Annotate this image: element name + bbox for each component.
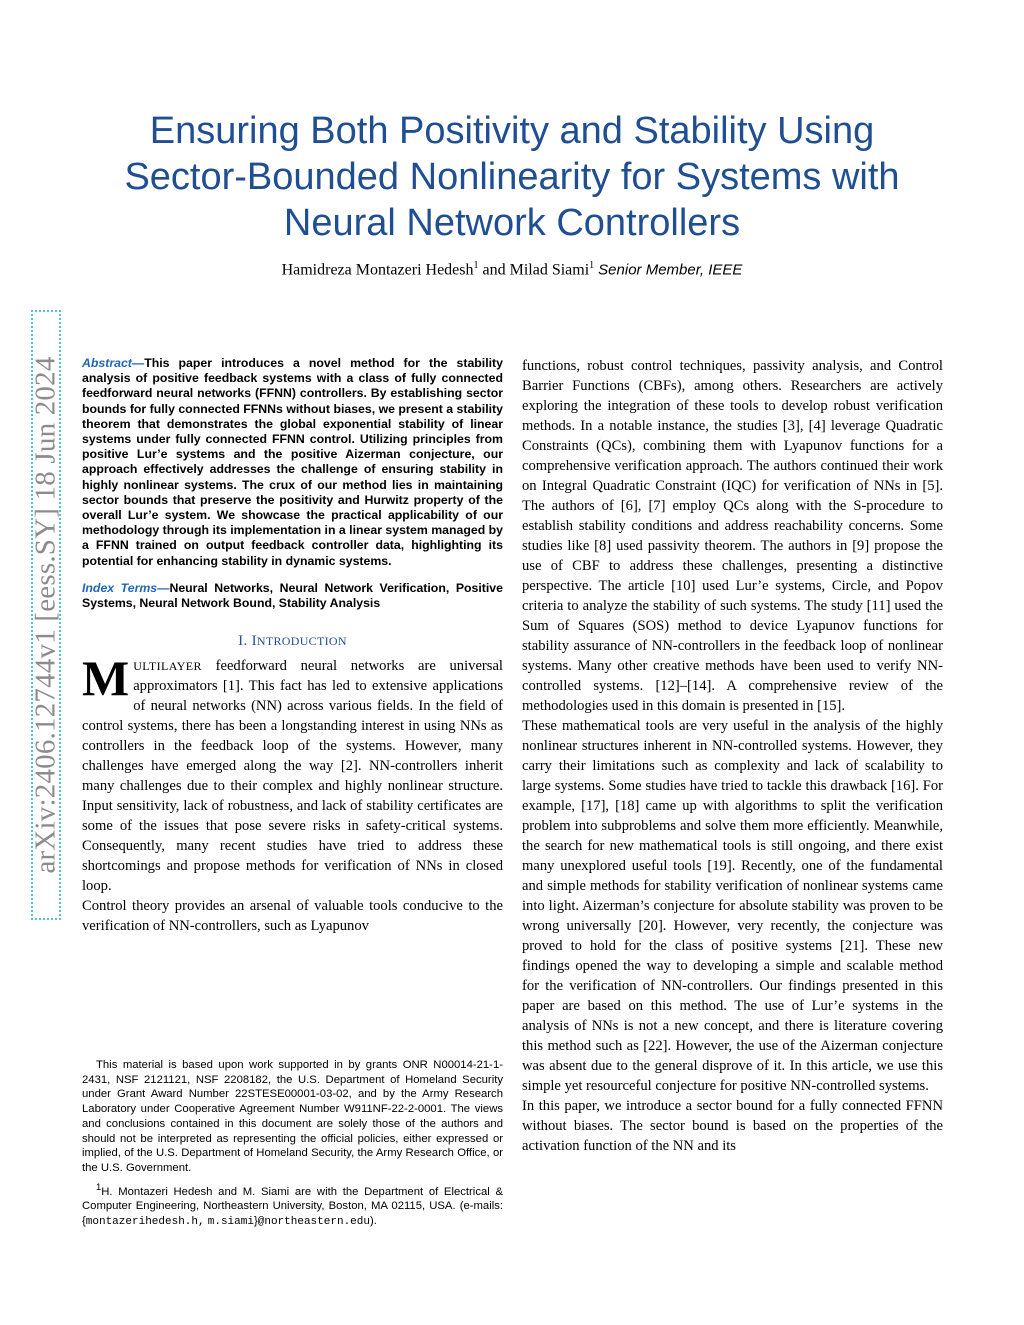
abstract-dash: — (131, 356, 145, 370)
footnotes (82, 1058, 503, 1230)
right-paragraph-2: These mathematical tools are very useful in the analysis of the highly nonlinear structures inherent in NN-controlled systems. However, they carry their limitations such as complexity and lack of scalability to large systems. Some studies have tried to tackle this drawback [16]. For example, [17], [18] came up with algorithms to split the verification problem into subproblems and solve them more efficiently. Meanwhile, the search for new mathematical tools is still ongoing, and there exist many unexplored useful tools [19]. Recently, one of the fundamental and simple methods for stability verification of nonlinear systems came into light. Aizerman’s conjecture for absolute stability was proven to be wrong universally [20]. However, very recently, the conjecture was proved to hold for the class of positive systems [21]. These new findings opened the way to developing a simple and scalable method for the verification of NN-controllers. Our findings presented in this paper are based on this method. The use of Lur’e systems in the analysis of NNs is not a new concept, and there is literature covering this method such as [22]. However, the use of the Aizerman conjecture was absent due to the general disprove of it. In this article, we use this simple yet resourceful conjecture for positive NN-controlled systems. (522, 718, 943, 1094)
intro-paragraph-1 (82, 650, 503, 896)
abstract-text: This paper introduces a novel method for the stability analysis of positive feedback systems with a class of fully connected feedforward neural networks (FFNN) controllers. By establishing sector bounds for fully connected FFNNs without biases, we present a stability theorem that demonstrates the global exponential stability of linear systems under fully connected FFNN control. Utilizing principles from positive Lur’e systems and the positive Aizerman conjecture, our approach effectively addresses the challenge of ensuring stability in highly nonlinear systems. The crux of our method lies in maintaining sector bounds that preserve the positivity and Hurwitz property of the overall Lur’e system. We showcase the practical applicability of our methodology through its implementation in a linear system managed by a FFNN trained on output feedback controller data, highlighting its potential for enhancing stability in dynamic systems. (82, 356, 503, 568)
affiliation-text: H. Montazeri Hedesh and M. Siami are with the Department of Electrical & Computer Engineering, Northeastern University, Boston, MA 02115, USA. (e-mails: (82, 1185, 503, 1213)
author-2-affil: 1 (589, 260, 595, 271)
title-line-3: Neural Network Controllers (283, 202, 741, 244)
index-terms-label: Index Terms (82, 580, 158, 595)
author-2: Milad Siami (509, 261, 590, 279)
author-1: Hamidreza Montazeri Hedesh (281, 261, 474, 279)
intro-p1-body: feedforward neural networks are universal approximators [1]. This fact has led to extensive applications of neural networks (NN) across various fields. In the field of control systems, there has been a longstanding interest in using NNs as controllers in the feedback loop of the systems. However, many challenges have emerged along the way [2]. NN-controllers inherit many challenges due to their complex and highly nonlinear structure. Input sensitivity, lack of robustness, and lack of stability certificates are some of the issues that pose severe risks in safety-critical systems. Consequently, many recent studies have tried to address these shortcomings and propose methods for verification of NNs in closed loop. (82, 658, 503, 895)
index-terms-text: Neural Networks, Neural Network Verification, Positive Systems, Neural Network Bound, Stability Analysis (82, 580, 503, 611)
paper-title (90, 108, 934, 246)
section-heading-introduction (82, 633, 503, 650)
section-number: I. (238, 633, 252, 650)
title-line-2: Sector-Bounded Nonlinearity for Systems with (124, 156, 900, 198)
funding-footnote: This material is based upon work supported in by grants ONR N00014-21-1-2431, NSF 2121121, NSF 2208182, the U.S. Department of Homeland Security under Grant Award Number 22STESE00001-03-02, and by the Army Research Laboratory under Cooperative Agreement Number W911NF-22-2-0001. The views and conclusions contained in this document are solely those of the authors and should not be interpreted as representing the official policies, either expressed or implied, of the U.S. Department of Homeland Security, the Army Research Office, or the U.S. Government. (82, 1059, 503, 1174)
title-line-1: Ensuring Both Positivity and Stability Using (149, 110, 875, 152)
abstract (82, 356, 503, 569)
intro-smallcaps: ULTILAYER (133, 659, 202, 674)
email-domain[interactable]: @northeastern.edu (257, 1215, 370, 1228)
email-1[interactable]: montazerihedesh.h, (85, 1215, 205, 1228)
index-terms (82, 581, 503, 611)
section-title-initial: I (251, 633, 257, 650)
email-2[interactable]: m.siami (207, 1215, 254, 1228)
right-column (522, 356, 943, 1156)
affiliation-mark: 1 (96, 1180, 102, 1192)
intro-paragraph-2: Control theory provides an arsenal of valuable tools conducive to the verification of NN-controllers, such as Lyapunov (82, 898, 503, 935)
author-conjunction: and (478, 261, 510, 279)
author-membership: Senior Member, IEEE (598, 261, 743, 279)
author-line (90, 260, 934, 279)
email-brace-open: { (82, 1214, 86, 1227)
drop-cap: M (82, 650, 130, 707)
abstract-label: Abstract (82, 356, 132, 370)
affiliation-footnote (82, 1180, 503, 1230)
right-paragraph-3: In this paper, we introduce a sector bound for a fully connected FFNN without biases. The sector bound is based on the properties of the activation function of the NN and its (522, 1098, 943, 1154)
left-column (82, 356, 503, 936)
affiliation-end: ). (369, 1214, 377, 1227)
section-title-rest: NTRODUCTION (256, 634, 347, 649)
index-terms-dash: — (157, 580, 170, 595)
author-1-affil: 1 (473, 260, 479, 271)
email-brace-close: } (253, 1214, 258, 1227)
intro-paragraph-1-text (82, 650, 503, 896)
arxiv-identifier[interactable]: arXiv:2406.12744v1 [eess.SY] 18 Jun 2024 (29, 356, 62, 874)
right-paragraph-1: functions, robust control techniques, passivity analysis, and Control Barrier Functions (CBFs), among others. Researchers are actively exploring the integration of these tools to develop robust verification methods. In a notable instance, the studies [3], [4] leverage Quadratic Constraints (QCs), combining them with Lyapunov functions for a comprehensive verification approach. The authors continued their work on Integral Quadratic Constraint (IQC) for verification of NNs in [5]. The authors of [6], [7] employ QCs along with the S-procedure to establish stability conditions and address reachability concerns. Some studies like [8] used passivity theorem. The authors in [9] propose the use of CBF to address these challenges, presenting a distinctive perspective. The article [10] used Lur’e systems, Circle, and Popov criteria to analyze the stability of such systems. The study [11] used the Sum of Squares (SOS) method to device Lyapunov functions for stability assurance of NN-controllers in the feedback loop of nonlinear systems. Many other creative methods have been used to verify NN-controlled systems. [12]–[14]. A comprehensive review of the methodologies used in this domain is presented in [15]. (522, 358, 943, 714)
